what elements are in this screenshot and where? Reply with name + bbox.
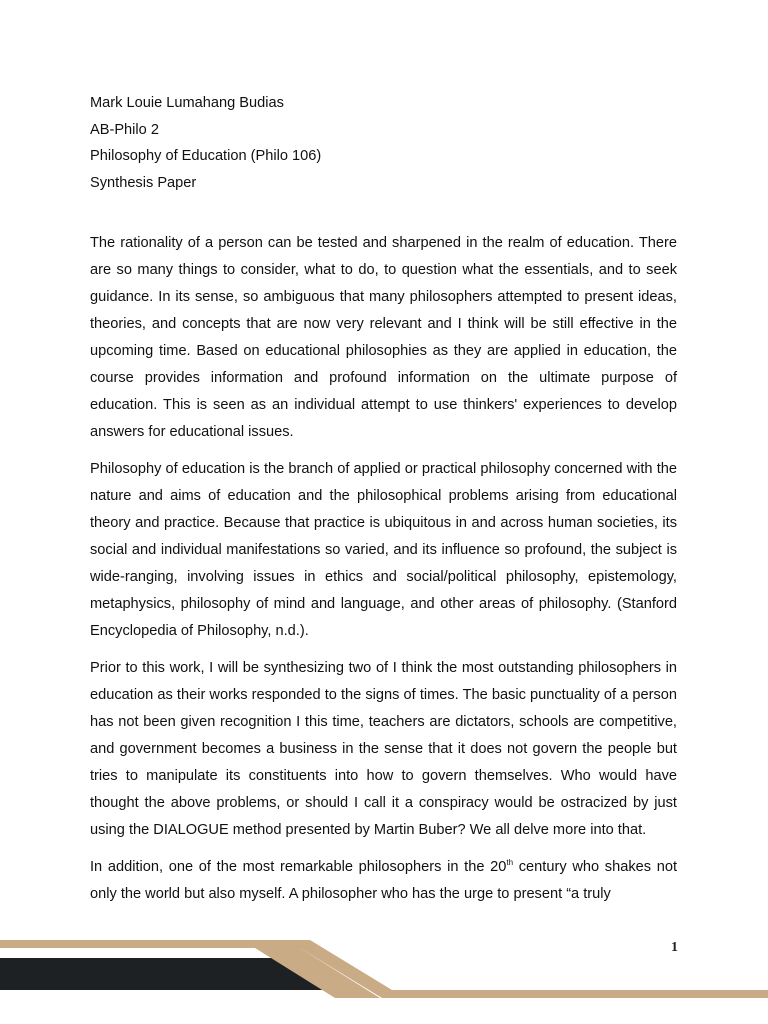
footer-decoration <box>0 930 768 1024</box>
document-header <box>90 90 680 197</box>
paragraph: Prior to this work, I will be synthesizing two of I think the most outstanding philosophers in education as their works responded to the signs of times. The basic punctuality of a person has not been given recognition I this time, teachers are dictators, schools are competitive, and government becomes a business in the sense that it does not govern the people but tries to manipulate its constituents into how to govern themselves. Who would have thought the above problems, or should I call it a conspiracy would be ostracized by just using the DIALOGUE method presented by Martin Buber? We all delve more into that. <box>90 660 677 838</box>
paragraph-text-start: In addition, one of the most remarkable philosophers in the 20 <box>90 859 507 875</box>
paper-type: Synthesis Paper <box>90 175 197 192</box>
paragraph-continued <box>90 854 677 908</box>
paragraph: The rationality of a person can be tested and sharpened in the realm of education. There are so many things to consider, what to do, to question what the essentials, and to seek guidance. In its sense, so ambiguous that many philosophers attempted to present ideas, theories, and concepts that are now very relevant and I think will be still effective in the upcoming time. Based on educational philosophies as they are applied in education, the course provides information and profound information on the ultimate purpose of education. This is seen as an individual attempt to use thinkers' experiences to develop answers for educational issues. <box>90 235 677 440</box>
ordinal-superscript: th <box>506 858 514 868</box>
paragraph-text-end: century who shakes not only the world but also myself. A philosopher who has the urge to present “a truly <box>90 859 678 902</box>
course-title: Philosophy of Education (Philo 106) <box>90 148 322 165</box>
page-number: 1 <box>671 940 678 955</box>
paragraph: Philosophy of education is the branch of applied or practical philosophy concerned with the nature and aims of education and the philosophical problems arising from educational theory and practice. Because that practice is ubiquitous in and across human societies, its social and individual manifestations so varied, and its influence so profound, the subject is wide-ranging, involving issues in ethics and social/political philosophy, epistemology, metaphysics, philosophy of mind and language, and other areas of philosophy. (Stanford Encyclopedia of Philosophy, n.d.). <box>90 461 677 639</box>
document-body <box>90 230 677 918</box>
program-label: AB-Philo 2 <box>90 121 159 138</box>
footer-band <box>0 930 768 1024</box>
author-name: Mark Louie Lumahang Budias <box>90 95 284 111</box>
